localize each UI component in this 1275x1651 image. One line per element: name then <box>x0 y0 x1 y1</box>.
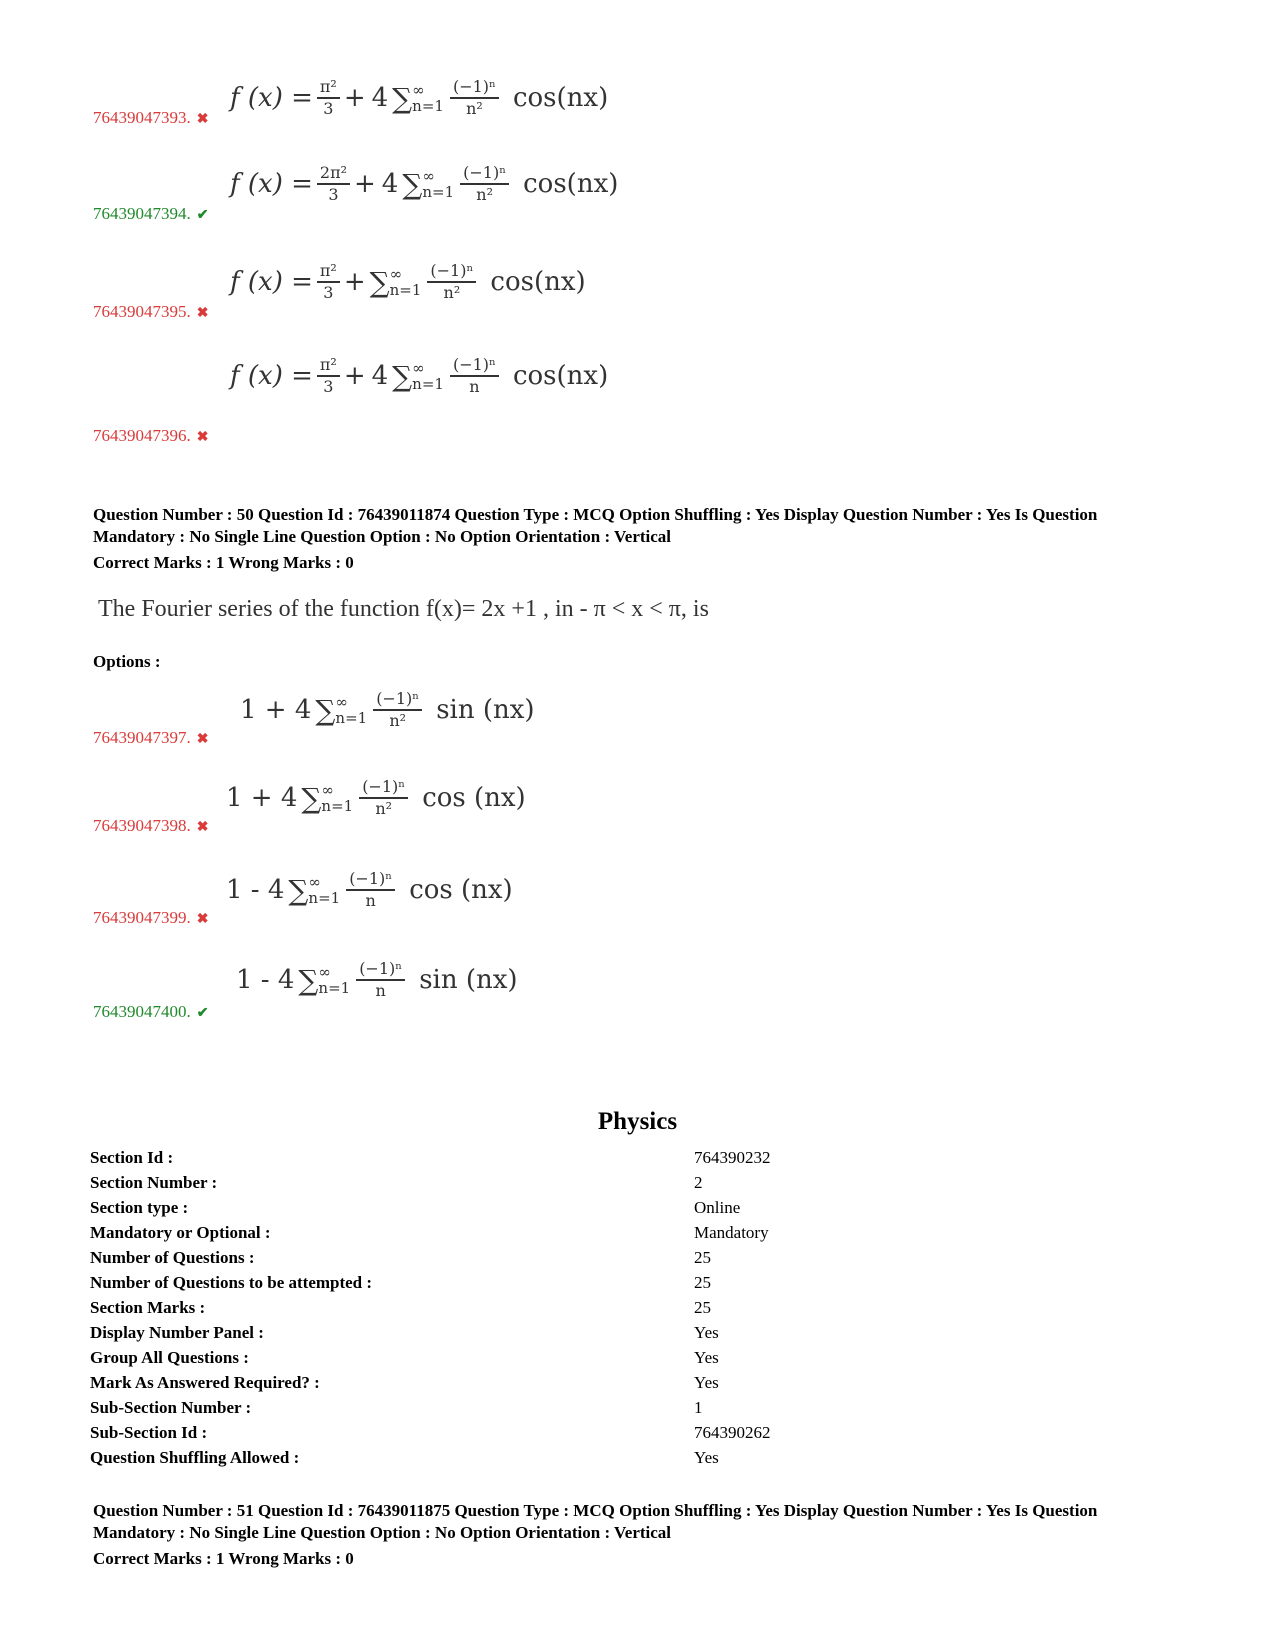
question-text: The Fourier series of the function f(x)= 2x +1 , in - π < x < π, is <box>98 596 709 622</box>
question-marks: Correct Marks : 1 Wrong Marks : 0 <box>93 553 354 572</box>
question-header: Question Number : 51 Question Id : 76439011875 Question Type : MCQ Option Shuffling : Yes Display Question Number : Yes Is Question Mandatory : No Single Line Question Option : No Option Orientation : Vertical Correct Marks : 1 Wrong Marks : 0 <box>93 1500 1193 1570</box>
option-id: 76439047398. ✖ <box>93 816 209 835</box>
options-label: Options : <box>93 652 161 671</box>
option-id: 76439047400. ✔ <box>93 1002 209 1021</box>
cross-icon: ✖ <box>196 430 209 445</box>
check-icon: ✔ <box>196 208 209 223</box>
section-row: Number of Questions : 25 <box>90 1248 711 1267</box>
cross-icon: ✖ <box>196 912 209 927</box>
section-row: Mandatory or Optional : Mandatory <box>90 1223 769 1242</box>
formula: 1 - 4 ∑ ∞ n=1 $\frac{\text{(−1)ⁿ}}{n}$ cos (nx) <box>226 869 513 910</box>
option-id: 76439047395. ✖ <box>93 302 209 321</box>
formula: 1 + 4 ∑ ∞ n=1 $\frac{\text{(−1)ⁿ}}{\text{n²}}$ sin (nx) <box>240 689 535 730</box>
section-row: Section type : Online <box>90 1198 741 1217</box>
section-row: Question Shuffling Allowed : Yes <box>90 1448 719 1467</box>
section-row: Sub-Section Number : 1 <box>90 1398 703 1417</box>
formula: f (x) = $\frac{\text{2π²}}{3}$ + 4 ∑ ∞ n=1 $\frac{\text{(−1)ⁿ}}{\text{n²}}$ cos(nx) <box>230 163 619 204</box>
formula: 1 - 4 ∑ ∞ n=1 $\frac{\text{(−1)ⁿ}}{n}$ sin (nx) <box>236 959 518 1000</box>
fraction: $\frac{\text{π²}}{3}$ <box>317 78 340 118</box>
cross-icon: ✖ <box>196 112 209 127</box>
section-row: Section Number : 2 <box>90 1173 703 1192</box>
formula: f (x) = $\frac{\text{π²}}{3}$ + 4 ∑ ∞ n=1 $\frac{\text{(−1)ⁿ}}{n}$ cos(nx) <box>230 355 609 396</box>
check-icon: ✔ <box>196 1006 209 1021</box>
formula: f (x) = $\frac{\text{π²}}{3}$ + 4 ∑ ∞ n=1 $\frac{\text{(−1)ⁿ}}{\text{n²}}$ cos(nx) <box>230 77 609 118</box>
section-row: Mark As Answered Required? : Yes <box>90 1373 719 1392</box>
cross-icon: ✖ <box>196 306 209 321</box>
question-header: Question Number : 50 Question Id : 76439011874 Question Type : MCQ Option Shuffling : Yes Display Question Number : Yes Is Question Mandatory : No Single Line Question Option : No Option Orientation : Vertical Correct Marks : 1 Wrong Marks : 0 <box>93 504 1193 574</box>
section-title: Physics <box>597 1108 678 1135</box>
option-id: 76439047393. ✖ <box>93 108 209 127</box>
section-row: Group All Questions : Yes <box>90 1348 719 1367</box>
formula: 1 + 4 ∑ ∞ n=1 $\frac{\text{(−1)ⁿ}}{\text{n²}}$ cos (nx) <box>226 777 526 818</box>
section-row: Number of Questions to be attempted : 25 <box>90 1273 711 1292</box>
option-id: 76439047394. ✔ <box>93 204 209 223</box>
cross-icon: ✖ <box>196 732 209 747</box>
section-row: Sub-Section Id : 764390262 <box>90 1423 771 1442</box>
option-id: 76439047397. ✖ <box>93 728 209 747</box>
option-id: 76439047399. ✖ <box>93 908 209 927</box>
section-row: Display Number Panel : Yes <box>90 1323 719 1342</box>
formula: f (x) = $\frac{\text{π²}}{3}$ + ∑ ∞ n=1 $\frac{\text{(−1)ⁿ}}{\text{n²}}$ cos(nx) <box>230 261 586 302</box>
cross-icon: ✖ <box>196 820 209 835</box>
section-row: Section Marks : 25 <box>90 1298 711 1317</box>
fx-label: f (x) = <box>230 83 313 113</box>
option-id: 76439047396. ✖ <box>93 426 209 445</box>
question-marks: Correct Marks : 1 Wrong Marks : 0 <box>93 1549 354 1568</box>
section-row: Section Id : 764390232 <box>90 1148 771 1167</box>
